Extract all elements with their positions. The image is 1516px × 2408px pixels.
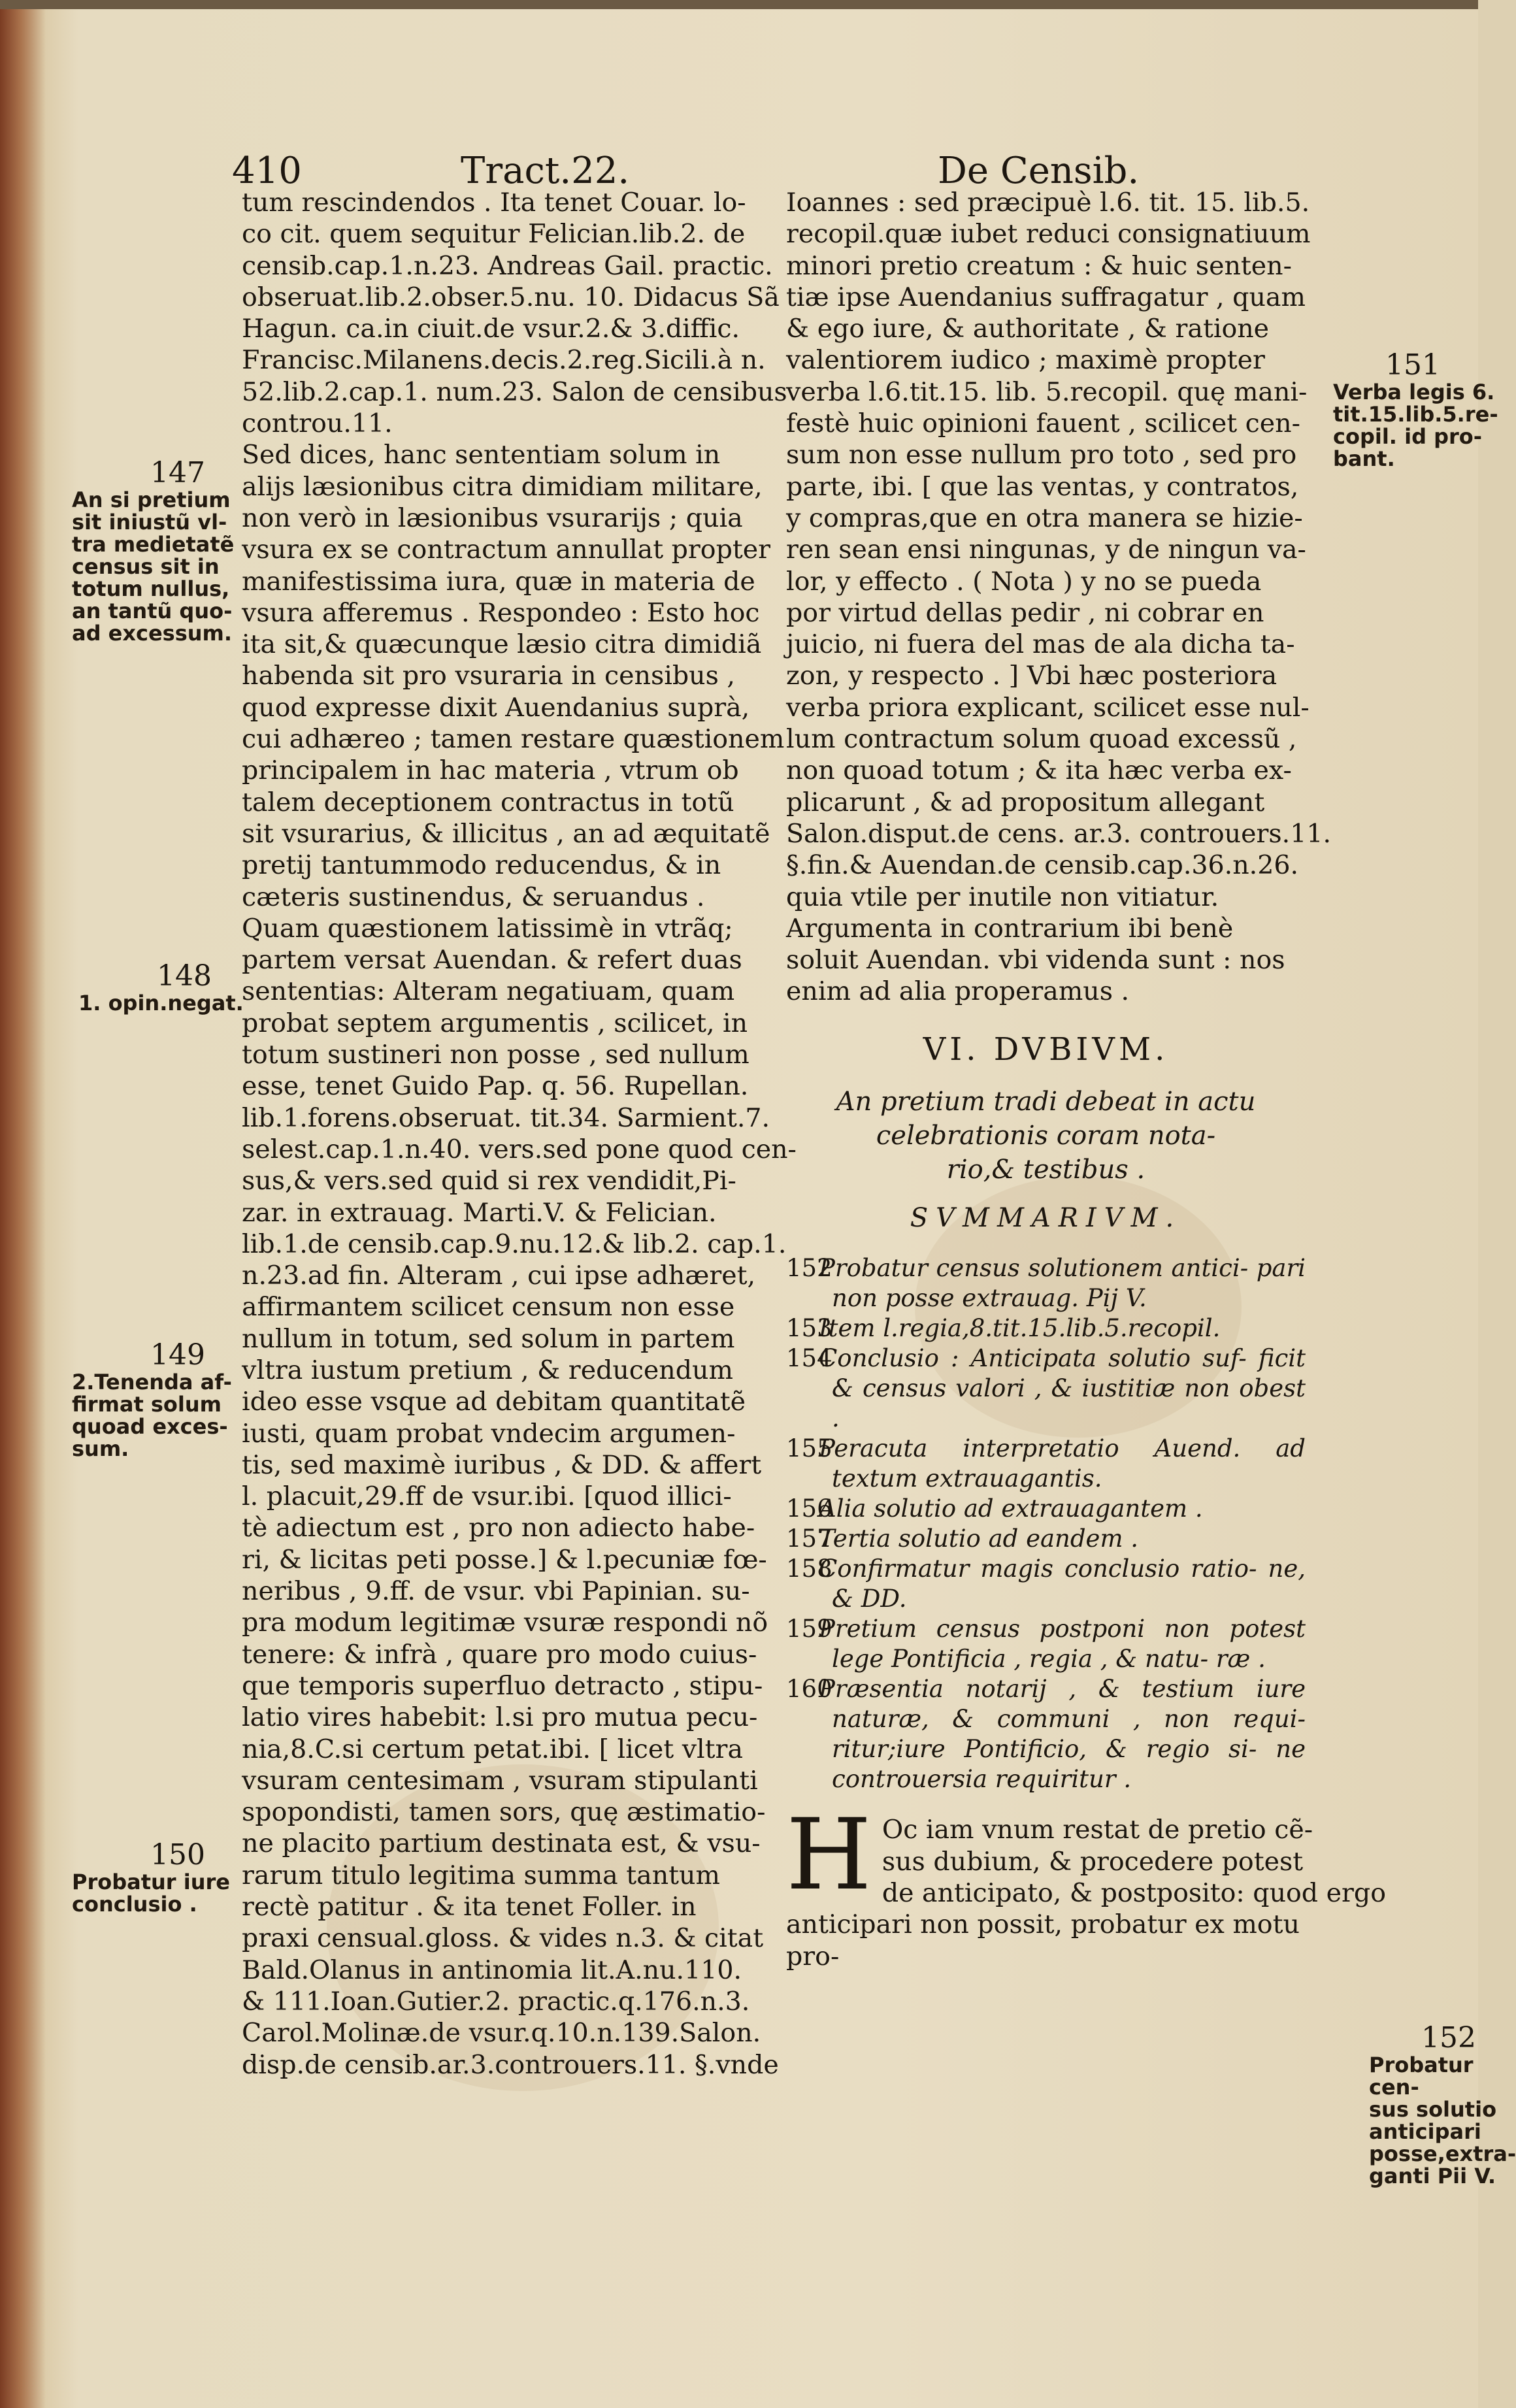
text-line: manifestissima iura, quæ in materia de: [242, 566, 755, 597]
text-line: §.fin.& Auendan.de censib.cap.36.n.26.: [786, 850, 1299, 881]
summarium-text: Item l.regia,8.tit.15.lib.5.recopil.: [819, 1314, 1221, 1343]
text-line: lib.1.forens.obseruat. tit.34. Sarmient.7.: [242, 1102, 770, 1133]
text-line: n.23.ad fin. Alteram , cui ipse adhæret,: [242, 1261, 756, 1291]
text-line: esse, tenet Guido Pap. q. 56. Rupellan.: [242, 1071, 749, 1102]
text-line: Argumenta in contrarium ibi benè: [786, 913, 1234, 944]
page-spine-edge: [0, 0, 46, 2408]
text-line: controu.11.: [242, 408, 393, 439]
text-line: pretij tantummodo reducendus, & in: [242, 850, 721, 881]
margin-note-text: [72, 1371, 232, 1460]
text-line: parte, ibi. [ que las ventas, y contratos,: [786, 471, 1299, 502]
text-line: censib.cap.1.n.23. Andreas Gail. practic.: [242, 250, 773, 281]
summarium-list: [786, 1253, 1306, 1794]
text-line: ri, & licitas peti posse.] & l.pecuniæ fœ-: [242, 1544, 767, 1575]
margin-note-line: tit.15.lib.5.re-: [1333, 402, 1498, 427]
text-line: & ego iure, & authoritate , & ratione: [786, 314, 1270, 344]
text-line: vltra iustum pretium , & reducendum: [242, 1355, 733, 1385]
text-line: disp.de censib.ar.3.controuers.11. §.vnde: [242, 2049, 779, 2080]
text-line: totum sustineri non posse , sed nullum: [242, 1040, 750, 1070]
margin-note-line: an tantũ quo-: [72, 599, 233, 623]
summarium-item: [786, 1313, 1306, 1344]
text-line: zar. in extrauag. Marti.V. & Felician.: [242, 1197, 717, 1228]
text-line: valentiorem iudico ; maximè propter: [786, 345, 1265, 376]
text-line: tum rescindendos . Ita tenet Couar. lo-: [242, 188, 746, 218]
text-line: partem versat Auendan. & refert duas: [242, 945, 742, 976]
summarium-text: Conclusio : Anticipata solutio suf- ficit & census valori , & iustitiæ non obest .: [819, 1344, 1306, 1433]
margin-note-text: [72, 489, 234, 644]
margin-note-text: [1369, 2054, 1516, 2187]
summarium-item: [786, 1614, 1306, 1674]
text-line: quod expresse dixit Auendanius suprà,: [242, 692, 750, 723]
text-line: verba priora explicant, scilicet esse nul-: [786, 692, 1310, 723]
summarium-item: [786, 1253, 1306, 1313]
dubium-heading: VI. DVBIVM.: [923, 1031, 1169, 1068]
summarium-text: Pretium census postponi non potest lege Pontificia , regia , & natu- ræ .: [819, 1615, 1306, 1674]
text-line: lum contractum solum quoad excessũ ,: [786, 724, 1297, 755]
text-line: sus,& vers.sed quid si rex vendidit,Pi-: [242, 1166, 736, 1196]
text-line: sit vsurarius, & illicitus , an ad æquitatẽ: [242, 818, 770, 849]
text-line: zon, y respecto . ] Vbi hæc posteriora: [786, 661, 1277, 691]
summarium-title: SVMMARIVM.: [910, 1203, 1182, 1234]
summarium-item: [786, 1494, 1306, 1524]
margin-note-line: firmat solum: [72, 1392, 222, 1417]
text-line: tiæ ipse Auendanius suffragatur , quam: [786, 282, 1306, 312]
margin-note-number: 147: [150, 456, 205, 489]
summarium-number: 153: [786, 1314, 832, 1343]
summarium-text: Confirmatur magis conclusio ratio- ne, & DD.: [819, 1555, 1306, 1613]
margin-note-number: 150: [150, 1838, 205, 1872]
margin-note-line: sit iniustũ vl-: [72, 510, 227, 535]
text-line: lor, y effecto . ( Nota ) y no se pueda: [786, 566, 1262, 597]
text-line: neribus , 9.ff. de vsur. vbi Papinian. su-: [242, 1576, 750, 1607]
text-line: rectè patitur . & ita tenet Foller. in: [242, 1892, 697, 1922]
margin-note-text: [72, 1871, 230, 1915]
text-line: tenere: & infrà , quare pro modo cuius-: [242, 1639, 757, 1670]
margin-note-line: 1. opin.negat.: [78, 991, 244, 1015]
text-line: vsura ex se contractum annullat propter: [242, 535, 770, 565]
text-line: co cit. quem sequitur Felician.lib.2. de: [242, 219, 746, 250]
text-line: pro-: [786, 1941, 840, 1971]
summarium-number: 154: [786, 1344, 832, 1373]
text-line: quia vtile per inutile non vitiatur.: [786, 882, 1219, 912]
text-line: 52.lib.2.cap.1. num.23. Salon de censibus: [242, 376, 787, 407]
text-line: nullum in totum, sed solum in partem: [242, 1323, 735, 1354]
closing-paragraph: [786, 1798, 1386, 1971]
margin-note-line: posse,extra-: [1369, 2141, 1516, 2166]
margin-note-line: tra medietatẽ: [72, 532, 235, 557]
margin-note-text: [78, 992, 244, 1014]
text-line: l. placuit,29.ff de vsur.ibi. [quod illici-: [242, 1481, 732, 1512]
summarium-item: [786, 1674, 1306, 1794]
text-line: enim ad alia properamus .: [786, 976, 1130, 1007]
text-line: tè adiectum est , pro non adiecto habe-: [242, 1513, 755, 1543]
summarium-number: 159: [786, 1615, 832, 1643]
summarium-number: 160: [786, 1675, 832, 1704]
text-line: cui adhæreo ; tamen restare quæstionem: [242, 724, 785, 755]
text-line: selest.cap.1.n.40. vers.sed pone quod cen-: [242, 1134, 797, 1164]
text-line: lib.1.de censib.cap.9.nu.12.& lib.2. cap.1.: [242, 1229, 787, 1259]
text-line: juicio, ni fuera del mas de ala dicha ta-: [786, 629, 1295, 660]
text-line: festè huic opinioni fauent , scilicet cen-: [786, 408, 1300, 439]
summarium-number: 156: [786, 1494, 832, 1523]
text-line: verba l.6.tit.15. lib. 5.recopil. quę mani-: [786, 376, 1308, 407]
text-line: sus dubium, & procedere potest: [882, 1846, 1304, 1877]
page-number: 410: [232, 150, 302, 192]
text-line: spopondisti, tamen sors, quę æstimatio-: [242, 1797, 766, 1828]
margin-note-line: conclusio .: [72, 1892, 197, 1917]
text-line: nia,8.C.si certum petat.ibi. [ licet vltra: [242, 1734, 743, 1764]
text-line: por virtud dellas pedir , ni cobrar en: [786, 597, 1264, 628]
margin-note-line: copil. id pro-: [1333, 424, 1483, 449]
drop-cap: H: [786, 1798, 872, 1913]
text-line: de anticipato, & postposito: quod ergo: [882, 1877, 1386, 1908]
subheading-line: rio,& testibus .: [946, 1155, 1145, 1185]
top-edge: [0, 0, 1478, 9]
text-line: soluit Auendan. vbi videnda sunt : nos: [786, 945, 1285, 976]
margin-note-line: sum.: [72, 1436, 129, 1461]
text-line: cæteris sustinendus, & seruandus .: [242, 882, 705, 912]
margin-note-line: An si pretium: [72, 487, 231, 512]
margin-note-text: [1333, 381, 1498, 470]
margin-note-number: 149: [150, 1338, 205, 1372]
text-line: Ioannes : sed præcipuè l.6. tit. 15. lib.5.: [786, 188, 1310, 218]
summarium-item: [786, 1344, 1306, 1434]
text-line: Salon.disput.de cens. ar.3. controuers.11.: [786, 818, 1332, 849]
summarium-text: Probatur census solutionem antici- pari non posse extrauag. Pij V.: [819, 1254, 1306, 1313]
margin-note-line: sus solutio: [1369, 2097, 1497, 2122]
text-line: probat septem argumentis , scilicet, in: [242, 1008, 748, 1038]
margin-note-line: ganti Pii V.: [1369, 2164, 1496, 2188]
text-line: alijs læsionibus citra dimidiam militare,: [242, 471, 763, 502]
text-line: habenda sit pro vsuraria in censibus ,: [242, 661, 735, 691]
text-line: & 111.Ioan.Gutier.2. practic.q.176.n.3.: [242, 1986, 750, 2017]
margin-note-number: 148: [157, 959, 212, 993]
margin-note-line: Probatur cen-: [1369, 2053, 1474, 2100]
text-line: ita sit,& quæcunque læsio citra dimidiã: [242, 629, 762, 660]
header-title: De Censib.: [938, 150, 1140, 192]
margin-note-line: ad excessum.: [72, 621, 233, 646]
margin-note-line: census sit in: [72, 554, 220, 579]
margin-note-number: 151: [1385, 348, 1440, 382]
margin-note-line: bant.: [1333, 446, 1395, 471]
text-line: iusti, quam probat vndecim argumen-: [242, 1418, 736, 1449]
text-line: talem deceptionem contractus in totũ: [242, 787, 734, 817]
text-line: Oc iam vnum restat de pretio cẽ-: [882, 1815, 1313, 1845]
margin-note-line: totum nullus,: [72, 576, 230, 601]
text-line: ne placito partium destinata est, & vsu-: [242, 1828, 761, 1859]
text-line: non verò in læsionibus vsurarijs ; quia: [242, 503, 743, 533]
margin-note-line: quoad exces-: [72, 1414, 228, 1439]
summarium-number: 157: [786, 1525, 832, 1553]
text-line: sum non esse nullum pro toto , sed pro: [786, 440, 1297, 470]
margin-note-line: Verba legis 6.: [1333, 380, 1495, 404]
text-line: rarum titulo legitima summa tantum: [242, 1860, 720, 1890]
text-line: latio vires habebit: l.si pro mutua pecu-: [242, 1702, 758, 1733]
margin-note-line: anticipari: [1369, 2119, 1481, 2144]
header-tract: Tract.22.: [461, 150, 630, 192]
summarium-text: Tertia solutio ad eandem .: [819, 1525, 1139, 1553]
subheading-line: celebrationis coram nota-: [876, 1121, 1216, 1151]
subheading-line: An pretium tradi debeat in actu: [836, 1087, 1256, 1117]
text-line: recopil.quæ iubet reduci consignatiuum: [786, 219, 1311, 250]
text-line: affirmantem scilicet censum non esse: [242, 1292, 735, 1323]
text-line: ideo esse vsque ad debitam quantitatẽ: [242, 1387, 746, 1417]
text-line: principalem in hac materia , vtrum ob: [242, 755, 739, 786]
text-line: plicarunt , & ad propositum allegant: [786, 787, 1265, 817]
summarium-text: Præsentia notarij , & testium iure naturæ, & communi , non requi- ritur;iure Pontificio, & regio si- ne controuersia requiritur .: [819, 1675, 1306, 1794]
text-line: pra modum legitimæ vsuræ respondi nõ: [242, 1608, 768, 1638]
text-line: Francisc.Milanens.decis.2.reg.Sicili.à n.: [242, 345, 766, 376]
margin-note-number: 152: [1421, 2021, 1476, 2054]
margin-note-line: Probatur iure: [72, 1870, 230, 1894]
summarium-item: [786, 1434, 1306, 1494]
text-line: obseruat.lib.2.obser.5.nu. 10. Didacus Sã: [242, 282, 780, 312]
text-line: anticipari non possit, probatur ex motu: [786, 1909, 1300, 1940]
text-line: Hagun. ca.in ciuit.de vsur.2.& 3.diffic.: [242, 314, 740, 344]
summarium-number: 155: [786, 1434, 832, 1463]
text-line: tis, sed maximè iuribus , & DD. & affert: [242, 1449, 762, 1480]
text-line: non quoad totum ; & ita hæc verba ex-: [786, 755, 1292, 786]
summarium-text: Alia solutio ad extrauagantem .: [819, 1494, 1203, 1523]
text-line: Quam quæstionem latissimè in vtrãq;: [242, 913, 733, 944]
text-line: sententias: Alteram negatiuam, quam: [242, 976, 735, 1007]
text-line: Bald.Olanus in antinomia lit.A.nu.110.: [242, 1954, 742, 1985]
text-line: que temporis superfluo detracto , stipu-: [242, 1670, 763, 1701]
text-line: minori pretio creatum : & huic senten-: [786, 250, 1292, 281]
left-text-column: [242, 187, 797, 2081]
text-line: y compras,que en otra manera se hizie-: [786, 503, 1303, 533]
summarium-item: [786, 1524, 1306, 1554]
summarium-item: [786, 1554, 1306, 1614]
dubium-subheading: [786, 1085, 1306, 1187]
text-line: ren sean ensi ningunas, y de ningun va-: [786, 535, 1306, 565]
text-line: Carol.Molinæ.de vsur.q.10.n.139.Salon.: [242, 2018, 761, 2049]
summarium-number: 152: [786, 1254, 832, 1283]
margin-note-line: 2.Tenenda af-: [72, 1370, 232, 1394]
text-line: praxi censual.gloss. & vides n.3. & citat: [242, 1923, 764, 1954]
text-line: vsuram centesimam , vsuram stipulanti: [242, 1765, 758, 1796]
summarium-number: 158: [786, 1555, 832, 1583]
text-line: Sed dices, hanc sententiam solum in: [242, 440, 721, 470]
summarium-text: Peracuta interpretatio Auend. ad textum extrauagantis.: [819, 1434, 1306, 1493]
right-column-text: [786, 187, 1332, 1008]
text-line: vsura afferemus . Respondeo : Esto hoc: [242, 597, 760, 628]
